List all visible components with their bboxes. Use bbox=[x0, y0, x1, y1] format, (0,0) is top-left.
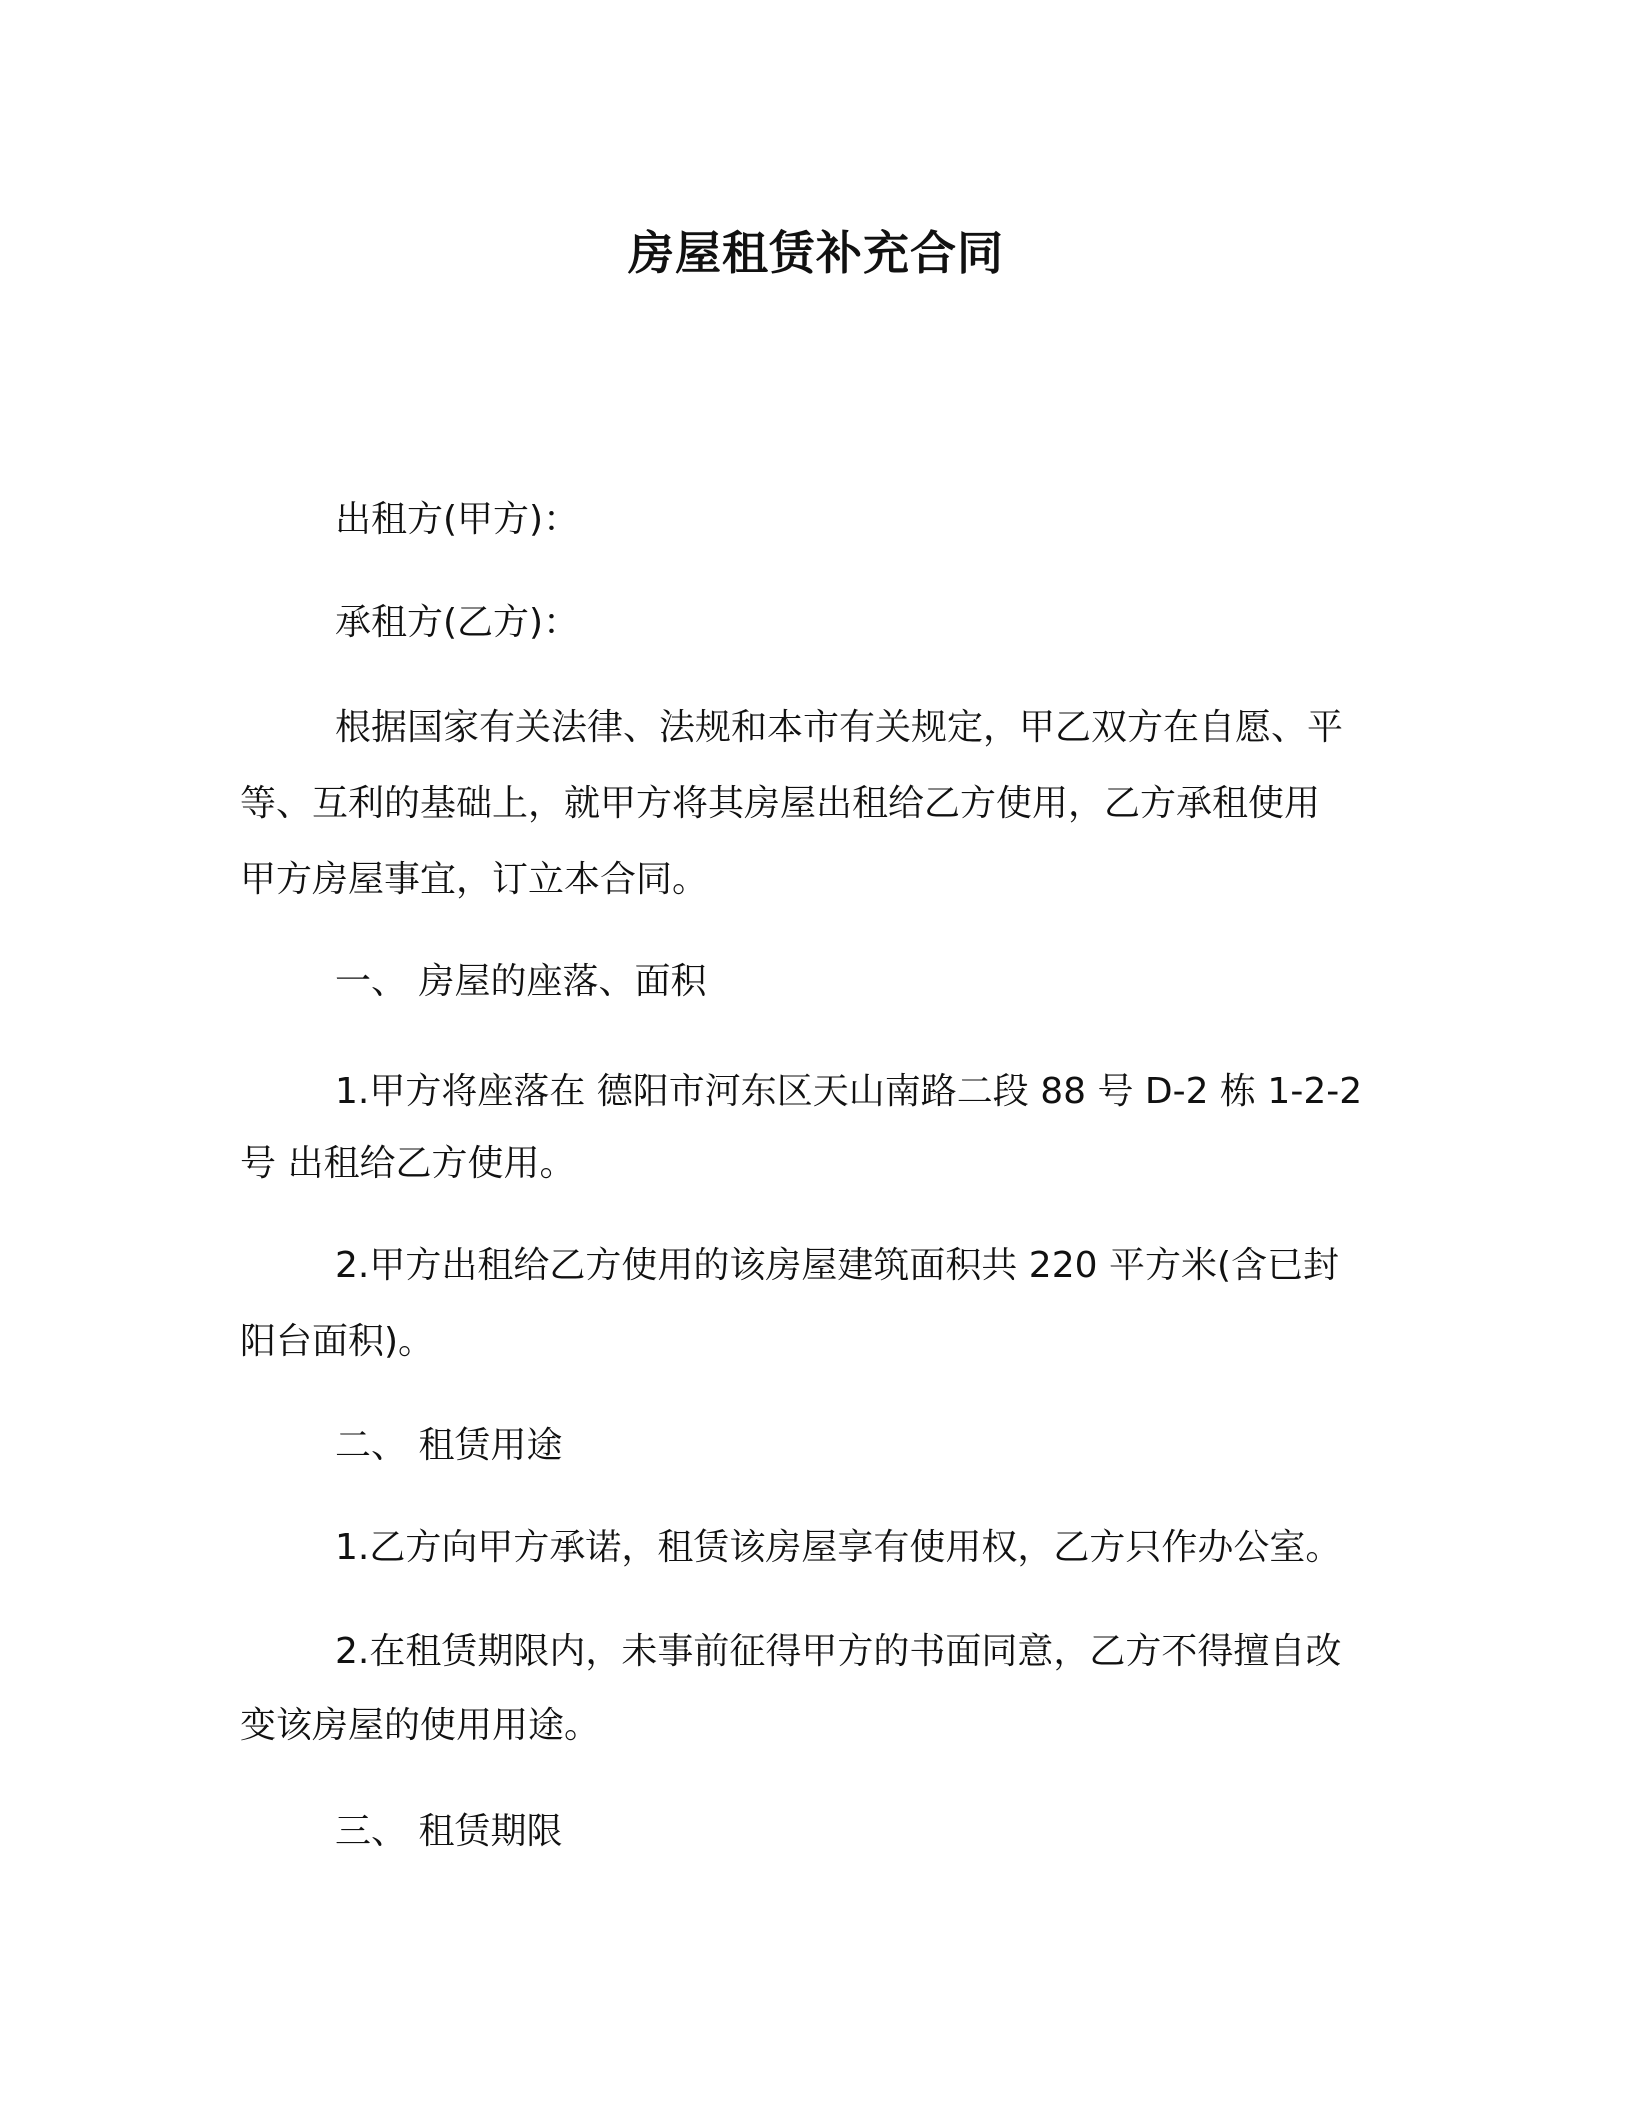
section-2-item-2-line-1: 2.在租赁期限内，未事前征得甲方的书面同意，乙方不得擅自改 bbox=[335, 1631, 1342, 1672]
preamble-line-1: 根据国家有关法律、法规和本市有关规定，甲乙双方在自愿、平 bbox=[335, 707, 1344, 748]
section-1-item-1-line-2: 号 出租给乙方使用。 bbox=[240, 1143, 576, 1184]
preamble-line-3: 甲方房屋事宜，订立本合同。 bbox=[240, 859, 709, 900]
preamble-line-2: 等、互利的基础上，就甲方将其房屋出租给乙方使用，乙方承租使用 bbox=[240, 783, 1321, 824]
lessor-label: 出租方(甲方)： bbox=[335, 499, 580, 540]
section-2-heading: 二、 租赁用途 bbox=[335, 1425, 563, 1466]
lessee-label: 承租方(乙方)： bbox=[335, 602, 580, 643]
section-2-item-2-line-2: 变该房屋的使用用途。 bbox=[240, 1705, 601, 1746]
document-title: 房屋租赁补充合同 bbox=[628, 226, 1004, 280]
section-1-item-1-line-1: 1.甲方将座落在 德阳市河东区天山南路二段 88 号 D-2 栋 1-2-2 bbox=[335, 1071, 1363, 1112]
section-1-item-2-line-1: 2.甲方出租给乙方使用的该房屋建筑面积共 220 平方米(含已封 bbox=[335, 1245, 1339, 1286]
section-3-heading: 三、 租赁期限 bbox=[335, 1811, 563, 1852]
section-2-item-1-line-1: 1.乙方向甲方承诺，租赁该房屋享有使用权，乙方只作办公室。 bbox=[335, 1527, 1342, 1568]
section-1-item-2-line-2: 阳台面积)。 bbox=[240, 1321, 435, 1362]
section-1-heading: 一、 房屋的座落、面积 bbox=[335, 961, 707, 1002]
